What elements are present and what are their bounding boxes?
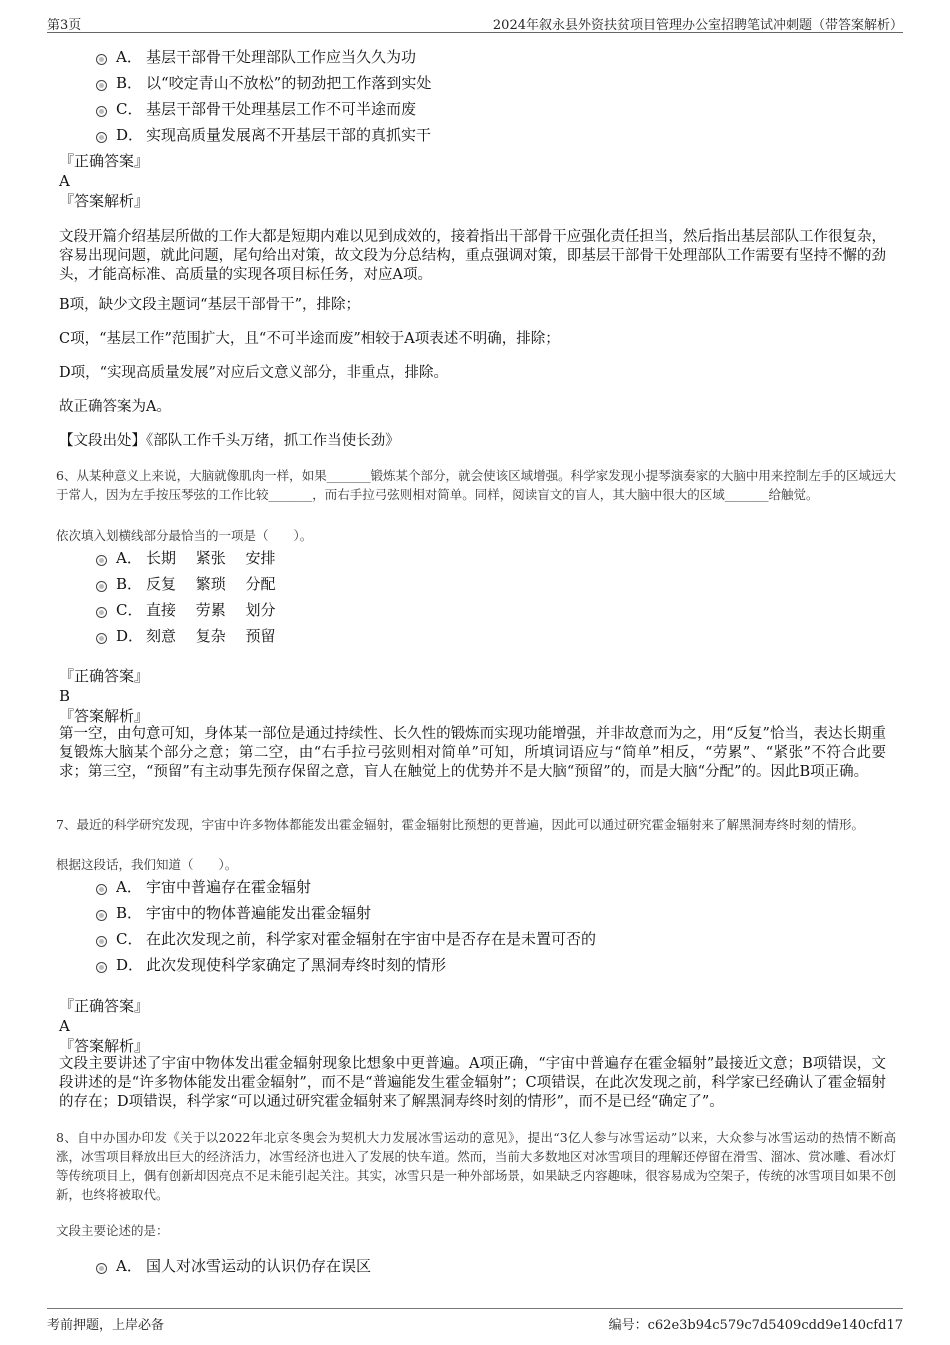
q6-analysis: 第一空，由句意可知，身体某一部位是通过持续性、长久性的锻炼而实现功能增强，并非故意而为之，用“反复”恰当，表达长期重复锻炼大脑某个部分之意；第二空，由“右手拉弓弦则相对简单”可知，所填词语应与“简单”相反，“劳累”、“紧张”不符合此要求；第三空，“预留”有主动事先预存保留之意，盲人在触觉上的优势并不是大脑“预留”的，而是大脑“分配”的。因此B项正确。 — [59, 726, 886, 780]
q7-analysis: 文段主要讲述了宇宙中物体发出霍金辐射现象比想象中更普遍。A项正确，“宇宙中普遍存在霍金辐射”最接近文意；B项错误，文段讲述的是“许多物体能发出霍金辐射”，而不是“普遍能发生霍金辐射”；C项错误，在此次发现之前，科学家已经确认了霍金辐射的存在；D项错误，科学家“可以通过研究霍金辐射来了解黑洞寿终时刻的情形”，而不是已经“确定了”。 — [59, 1056, 886, 1110]
q5-analysis-p1: 文段开篇介绍基层所做的工作大都是短期内难以见到成效的，接着指出干部骨干应强化责任担当，然后指出基层部队工作很复杂，容易出现问题，就此问题，尾句给出对策，故文段为分总结构，重点强调对策，即基层干部骨干处理部队工作需要有坚持不懈的劲头，才能高标准、高质量的实现各项目标任务，对应A项。 — [59, 229, 886, 283]
q6-analysis-label: 『答案解析』 — [59, 707, 150, 725]
radio-icon[interactable] — [96, 607, 107, 618]
q7-stem: 7、最近的科学研究发现，宇宙中许多物体都能发出霍金辐射，霍金辐射比预想的更普遍，因此可以通过研究霍金辐射来了解黑洞寿终时刻的情形。 — [56, 817, 864, 832]
q6-option-b[interactable]: B． 反复 繁琐 分配 — [96, 573, 276, 595]
page-footer — [47, 1308, 903, 1333]
q6-stem: 6、从某种意义上来说，大脑就像肌肉一样，如果_______锻炼某个部分，就会使该区域增强。科学家发现小提琴演奏家的大脑中用来控制左手的区域远大于常人，因为左手按压琴弦的工作比较_______，而右手拉弓弦则相对简单。同样，阅读盲文的盲人，其大脑中很大的区域_______给触觉。 — [56, 468, 896, 502]
footer-slogan: 考前押题，上岸必备 — [47, 1318, 165, 1333]
radio-icon[interactable] — [96, 132, 107, 143]
q5-option-b[interactable]: B． 以“咬定青山不放松”的韧劲把工作落到实处 — [96, 72, 431, 94]
q7-answer-label: 『正确答案』 — [59, 997, 150, 1015]
radio-icon[interactable] — [96, 80, 107, 91]
q6-answer-label: 『正确答案』 — [59, 667, 150, 685]
radio-icon[interactable] — [96, 962, 107, 973]
radio-icon[interactable] — [96, 1263, 107, 1274]
q7-option-a[interactable]: A． 宇宙中普遍存在霍金辐射 — [96, 876, 311, 898]
q8-option-a[interactable]: A． 国人对冰雪运动的认识仍存在误区 — [96, 1255, 371, 1277]
radio-icon[interactable] — [96, 884, 107, 895]
q5-answer: A — [59, 172, 70, 190]
q5-answer-label: 『正确答案』 — [59, 152, 150, 170]
q6-option-c[interactable]: C． 直接 劳累 划分 — [96, 599, 276, 621]
document-title: 2024年叙永县外资扶贫项目管理办公室招聘笔试冲刺题（带答案解析） — [492, 18, 903, 33]
q5-option-c[interactable]: C． 基层干部骨干处理基层工作不可半途而废 — [96, 98, 416, 120]
q5-source: 【文段出处】《部队工作千头万绪，抓工作当使长劲》 — [59, 433, 400, 449]
q5-analysis-p5: 故正确答案为A。 — [59, 399, 171, 415]
page-number: 第3页 — [47, 18, 82, 33]
q6-answer: B — [59, 687, 71, 705]
q7-analysis-label: 『答案解析』 — [59, 1037, 150, 1055]
radio-icon[interactable] — [96, 54, 107, 65]
q6-option-d[interactable]: D． 刻意 复杂 预留 — [96, 625, 276, 647]
page-header — [47, 10, 903, 33]
q5-option-d[interactable]: D． 实现高质量发展离不开基层干部的真抓实干 — [96, 124, 431, 146]
q8-prompt: 文段主要论述的是： — [56, 1223, 169, 1238]
q7-option-d[interactable]: D． 此次发现使科学家确定了黑洞寿终时刻的情形 — [96, 954, 446, 976]
q5-option-a[interactable]: A． 基层干部骨干处理部队工作应当久久为功 — [96, 46, 416, 68]
radio-icon[interactable] — [96, 936, 107, 947]
radio-icon[interactable] — [96, 910, 107, 921]
q7-option-c[interactable]: C． 在此次发现之前，科学家对霍金辐射在宇宙中是否存在是未置可否的 — [96, 928, 596, 950]
q5-analysis-label: 『答案解析』 — [59, 192, 150, 210]
q5-analysis-p2: B项，缺少文段主题词“基层干部骨干”，排除； — [59, 297, 360, 313]
q6-prompt: 依次填入划横线部分最恰当的一项是（ ）。 — [56, 528, 313, 543]
radio-icon[interactable] — [96, 581, 107, 592]
q7-answer: A — [59, 1017, 70, 1035]
radio-icon[interactable] — [96, 633, 107, 644]
document-code: 编号：c62e3b94c579c7d5409cdd9e140cfd17 — [608, 1318, 903, 1333]
q6-option-a[interactable]: A． 长期 紧张 安排 — [96, 547, 276, 569]
q8-stem: 8、自中办国办印发《关于以2022年北京冬奥会为契机大力发展冰雪运动的意见》，提出“3亿人参与冰雪运动”以来，大众参与冰雪运动的热情不断高涨，冰雪项目释放出巨大的经济活力，冰雪经济也进入了发展的快车道。然而，当前大多数地区对冰雪项目的理解还停留在滑雪、溜冰、赏冰雕、看冰灯等传统项目上，偶有创新却因亮点不足未能引起关注。其实，冰雪只是一种外部场景，如果缺乏内容趣味，很容易成为空架子，传统的冰雪项目如果不创新，也终将被取代。 — [56, 1130, 896, 1202]
radio-icon[interactable] — [96, 555, 107, 566]
q7-prompt: 根据这段话，我们知道（ ）。 — [56, 857, 238, 872]
q5-analysis-p4: D项，“实现高质量发展”对应后文意义部分，非重点，排除。 — [59, 365, 448, 381]
q7-option-b[interactable]: B． 宇宙中的物体普遍能发出霍金辐射 — [96, 902, 371, 924]
q5-analysis-p3: C项，“基层工作”范围扩大，且“不可半途而废”相较于A项表述不明确，排除； — [59, 331, 560, 347]
radio-icon[interactable] — [96, 106, 107, 117]
